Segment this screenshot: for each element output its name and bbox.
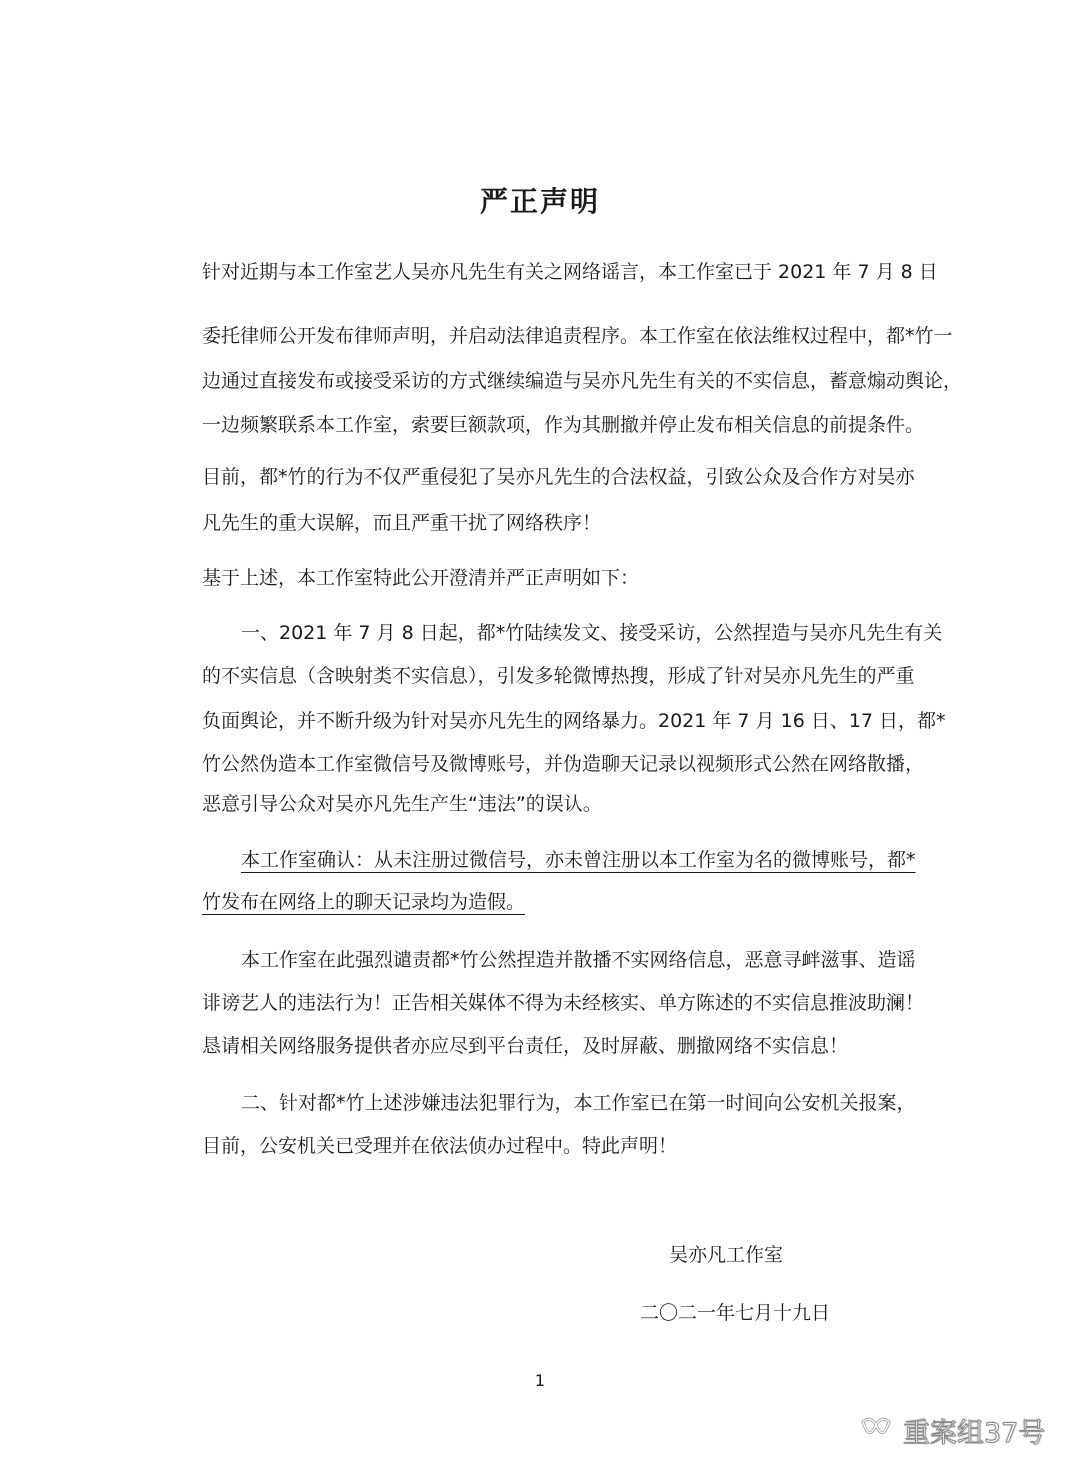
paragraph-4-line-2: 的不实信息（含映射类不实信息），引发多轮微博热搜，形成了针对吴亦凡先生的严重: [202, 665, 915, 687]
paragraph-3-line-1: 基于上述，本工作室特此公开澄清并严正声明如下：: [202, 567, 640, 589]
paragraph-4-line-4: 竹公然伪造本工作室微信号及微博账号，并伪造聊天记录以视频形式公然在网络散播，: [202, 753, 925, 775]
paragraph-1-line-1: 针对近期与本工作室艺人吴亦凡先生有关之网络谣言，本工作室已于 2021 年 7 月 8 日: [202, 261, 938, 283]
paragraph-1-line-2: 委托律师公开发布律师声明，并启动法律追责程序。本工作室在依法维权过程中，都*竹一: [202, 325, 953, 347]
paragraph-6-line-1: 本工作室在此强烈谴责都*竹公然捏造并散播不实网络信息，恶意寻衅滋事、造谣: [241, 949, 916, 971]
signature-date: 二〇二一年七月十九日: [640, 1302, 831, 1324]
paragraph-1-line-3: 边通过直接发布或接受采访的方式继续编造与吴亦凡先生有关的不实信息，蓄意煽动舆论，: [202, 370, 963, 392]
paragraph-2-line-1: 目前，都*竹的行为不仅严重侵犯了吴亦凡先生的合法权益，引致公众及合作方对吴亦: [202, 466, 915, 488]
page-number: 1: [534, 1371, 546, 1390]
paragraph-1-line-4: 一边频繁联系本工作室，索要巨额款项，作为其删撤并停止发布相关信息的前提条件。: [202, 414, 925, 436]
wechat-channel-icon: [857, 1415, 895, 1445]
paragraph-4-line-5: 恶意引导公众对吴亦凡先生产生“违法”的误认。: [202, 793, 602, 815]
watermark: [857, 1410, 1057, 1450]
paragraph-6-line-3: 恳请相关网络服务提供者亦应尽到平台责任，及时屏蔽、删撤网络不实信息！: [202, 1035, 849, 1057]
paragraph-4-line-1: 一、2021 年 7 月 8 日起，都*竹陆续发文、接受采访，公然捏造与吴亦凡先生有关: [241, 622, 943, 644]
paragraph-6-line-2: 诽谤艺人的违法行为！正告相关媒体不得为未经核实、单方陈述的不实信息推波助澜！: [202, 992, 925, 1014]
confirmation-line-2: 竹发布在网络上的聊天记录均为造假。: [202, 891, 526, 913]
watermark-text: 重案组37号: [903, 1417, 1046, 1449]
signature-name: 吴亦凡工作室: [669, 1244, 784, 1266]
paragraph-2-line-2: 凡先生的重大误解，而且严重干扰了网络秩序！: [202, 512, 602, 534]
confirmation-line-1: 本工作室确认：从未注册过微信号，亦未曾注册以本工作室为名的微博账号，都*: [241, 849, 916, 871]
paragraph-7-line-1: 二、针对都*竹上述涉嫌违法犯罪行为，本工作室已在第一时间向公安机关报案，: [241, 1092, 916, 1114]
paragraph-4-line-3: 负面舆论，并不断升级为针对吴亦凡先生的网络暴力。2021 年 7 月 16 日、17 日，都*: [202, 710, 946, 732]
paragraph-7-line-2: 目前，公安机关已受理并在依法侦办过程中。特此声明！: [202, 1135, 678, 1157]
statement-title: 严正声明: [479, 185, 600, 218]
